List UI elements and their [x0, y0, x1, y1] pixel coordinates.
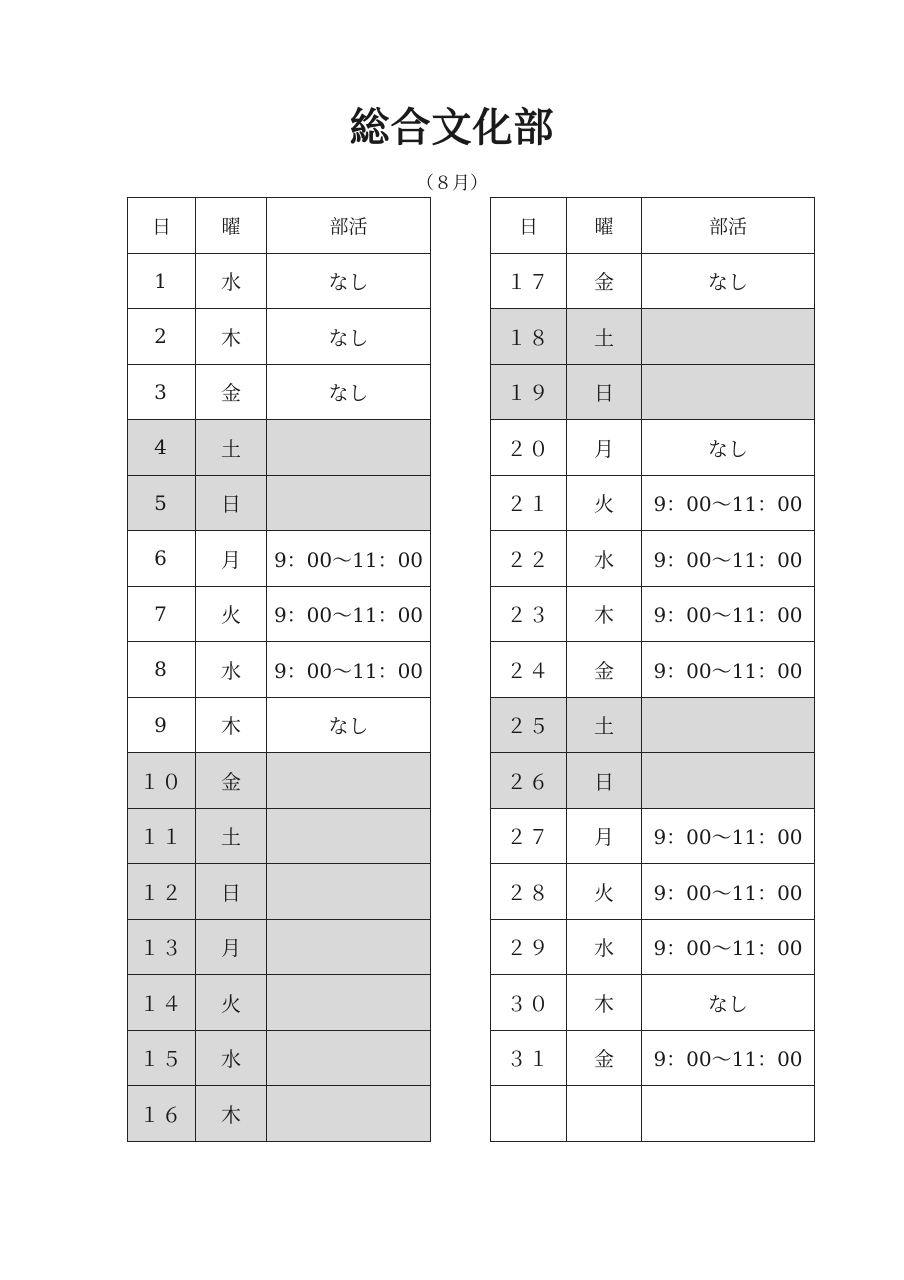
activity-cell: 9：00～11：00: [642, 864, 815, 920]
weekday-cell: 月: [567, 420, 642, 476]
table-row: [491, 697, 815, 753]
weekday-cell: 火: [567, 864, 642, 920]
day-cell: 2: [128, 309, 196, 365]
table-row: [491, 253, 815, 309]
table-row: [128, 697, 431, 753]
activity-cell: なし: [267, 253, 431, 309]
header-row: [128, 198, 431, 254]
day-cell: ２５: [491, 697, 567, 753]
day-cell: 3: [128, 364, 196, 420]
activity-cell: [267, 475, 431, 531]
schedule-body-right: [491, 253, 815, 1141]
day-cell: 5: [128, 475, 196, 531]
weekday-cell: 火: [567, 475, 642, 531]
activity-cell: [642, 309, 815, 365]
activity-cell: なし: [642, 975, 815, 1031]
table-row: [128, 364, 431, 420]
table-row: [128, 975, 431, 1031]
table-row: [491, 642, 815, 698]
day-cell: １５: [128, 1030, 196, 1086]
table-row: [491, 475, 815, 531]
activity-cell: [642, 697, 815, 753]
day-cell: 6: [128, 531, 196, 587]
table-row: [491, 808, 815, 864]
table-row: [491, 420, 815, 476]
activity-cell: [267, 864, 431, 920]
weekday-cell: 水: [567, 531, 642, 587]
activity-cell: なし: [642, 253, 815, 309]
table-row: [128, 531, 431, 587]
weekday-cell: 金: [567, 642, 642, 698]
day-cell: 7: [128, 586, 196, 642]
weekday-cell: 土: [196, 420, 267, 476]
table-row: [128, 642, 431, 698]
table-row: [491, 364, 815, 420]
day-cell: １９: [491, 364, 567, 420]
activity-cell: 9：00～11：00: [642, 808, 815, 864]
table-row: [491, 1030, 815, 1086]
day-cell: １２: [128, 864, 196, 920]
schedule-body-left: [128, 253, 431, 1141]
weekday-cell: 火: [196, 586, 267, 642]
table-row: [128, 1086, 431, 1142]
day-cell: ２８: [491, 864, 567, 920]
day-cell: １６: [128, 1086, 196, 1142]
table-row: [491, 531, 815, 587]
table-row: [128, 420, 431, 476]
weekday-cell: 日: [196, 864, 267, 920]
day-cell: ２４: [491, 642, 567, 698]
activity-cell: [267, 808, 431, 864]
day-cell: ２６: [491, 753, 567, 809]
table-row: [491, 975, 815, 1031]
weekday-cell: [567, 1086, 642, 1142]
activity-cell: なし: [267, 364, 431, 420]
header-row: [491, 198, 815, 254]
table-row: [128, 253, 431, 309]
weekday-cell: 土: [567, 697, 642, 753]
day-cell: １０: [128, 753, 196, 809]
table-row: [491, 919, 815, 975]
activity-cell: 9：00～11：00: [642, 475, 815, 531]
day-cell: ２２: [491, 531, 567, 587]
activity-cell: [642, 753, 815, 809]
day-cell: １４: [128, 975, 196, 1031]
day-cell: 1: [128, 253, 196, 309]
activity-cell: [642, 1086, 815, 1142]
weekday-cell: 金: [196, 753, 267, 809]
day-cell: ３１: [491, 1030, 567, 1086]
day-cell: [491, 1086, 567, 1142]
weekday-cell: 水: [196, 1030, 267, 1086]
weekday-cell: 木: [196, 697, 267, 753]
table-row: [491, 864, 815, 920]
schedule-table-left: [127, 197, 431, 1142]
activity-cell: [267, 753, 431, 809]
activity-cell: [267, 1086, 431, 1142]
weekday-cell: 土: [196, 808, 267, 864]
table-row: [128, 919, 431, 975]
table-row: [491, 753, 815, 809]
activity-cell: 9：00～11：00: [642, 1030, 815, 1086]
weekday-cell: 日: [567, 364, 642, 420]
header-activity: 部活: [267, 198, 431, 254]
day-cell: １８: [491, 309, 567, 365]
day-cell: ２９: [491, 919, 567, 975]
header-activity: 部活: [642, 198, 815, 254]
activity-cell: [267, 420, 431, 476]
activity-cell: [267, 1030, 431, 1086]
day-cell: 4: [128, 420, 196, 476]
activity-cell: 9：00～11：00: [642, 586, 815, 642]
month-subtitle: （８月）: [416, 173, 488, 194]
activity-cell: 9：00～11：00: [642, 919, 815, 975]
day-cell: １１: [128, 808, 196, 864]
day-cell: ２１: [491, 475, 567, 531]
activity-cell: 9：00～11：00: [267, 531, 431, 587]
table-row: [491, 309, 815, 365]
day-cell: ３０: [491, 975, 567, 1031]
header-day: 日: [491, 198, 567, 254]
header-day: 日: [128, 198, 196, 254]
day-cell: １３: [128, 919, 196, 975]
day-cell: 9: [128, 697, 196, 753]
table-row: [491, 586, 815, 642]
weekday-cell: 木: [567, 586, 642, 642]
schedule-table-right: [490, 197, 815, 1142]
day-cell: ２０: [491, 420, 567, 476]
activity-cell: 9：00～11：00: [642, 642, 815, 698]
activity-cell: [642, 364, 815, 420]
weekday-cell: 金: [196, 364, 267, 420]
activity-cell: [267, 975, 431, 1031]
day-cell: １７: [491, 253, 567, 309]
weekday-cell: 日: [567, 753, 642, 809]
table-row: [128, 586, 431, 642]
weekday-cell: 日: [196, 475, 267, 531]
weekday-cell: 木: [196, 1086, 267, 1142]
activity-cell: 9：00～11：00: [267, 586, 431, 642]
weekday-cell: 金: [567, 1030, 642, 1086]
table-row: [128, 808, 431, 864]
weekday-cell: 金: [567, 253, 642, 309]
header-weekday: 曜: [196, 198, 267, 254]
day-cell: ２７: [491, 808, 567, 864]
weekday-cell: 水: [196, 253, 267, 309]
weekday-cell: 月: [196, 531, 267, 587]
activity-cell: なし: [267, 697, 431, 753]
weekday-cell: 土: [567, 309, 642, 365]
weekday-cell: 水: [567, 919, 642, 975]
activity-cell: なし: [642, 420, 815, 476]
weekday-cell: 水: [196, 642, 267, 698]
table-row: [128, 309, 431, 365]
activity-cell: [267, 919, 431, 975]
activity-cell: なし: [267, 309, 431, 365]
day-cell: 8: [128, 642, 196, 698]
activity-cell: 9：00～11：00: [267, 642, 431, 698]
header-weekday: 曜: [567, 198, 642, 254]
page-title: 総合文化部: [349, 104, 555, 151]
day-cell: ２３: [491, 586, 567, 642]
weekday-cell: 木: [567, 975, 642, 1031]
weekday-cell: 火: [196, 975, 267, 1031]
weekday-cell: 木: [196, 309, 267, 365]
table-row: [128, 864, 431, 920]
table-row: [128, 1030, 431, 1086]
table-row: [128, 475, 431, 531]
weekday-cell: 月: [196, 919, 267, 975]
activity-cell: 9：00～11：00: [642, 531, 815, 587]
table-row: [128, 753, 431, 809]
weekday-cell: 月: [567, 808, 642, 864]
table-row: [491, 1086, 815, 1142]
